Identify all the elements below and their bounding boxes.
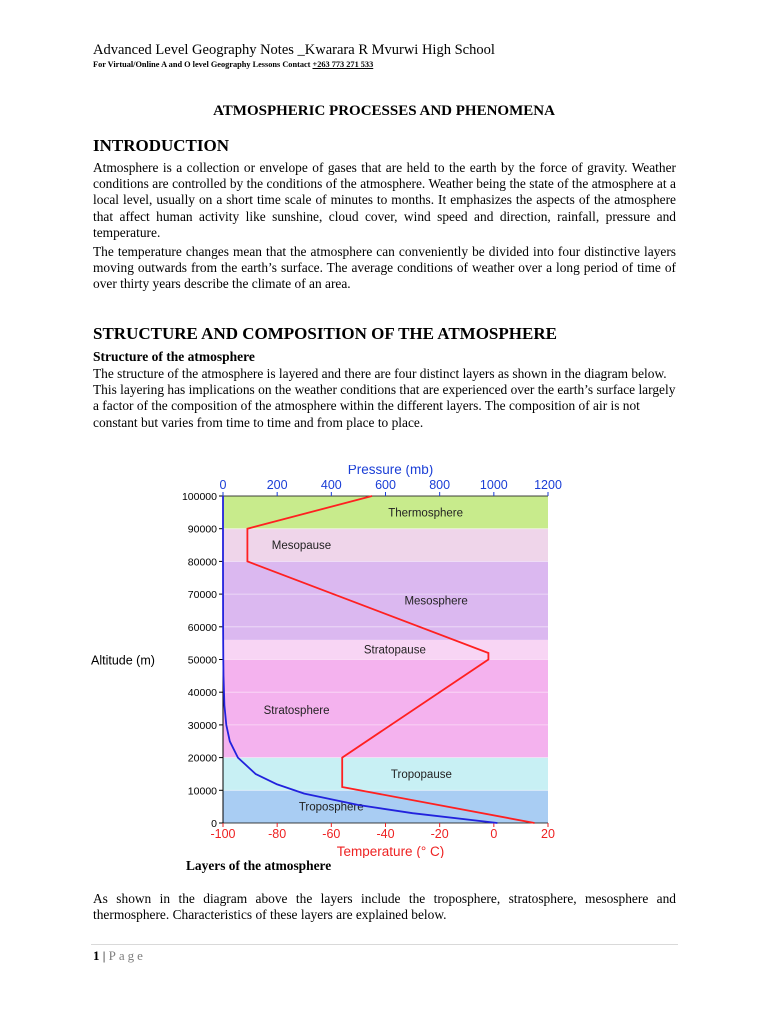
page-label: Page — [108, 948, 146, 963]
page-footer — [93, 948, 146, 964]
temperature-tick-label: -20 — [430, 827, 449, 841]
layer-label-troposphere: Troposphere — [298, 801, 364, 814]
introduction-paragraph-1: Atmosphere is a collection or envelope of gases that are held to the earth by the force of gravity. Weather conditions are controlled by the conditions of the atmosphere. Weather being the state of the atmosphere at a local level, usually on a short time scale of minutes to months. It emphasizes the aspects of the atmosphere that affect human activity like sunshine, cloud cover, wind speed and direction, rainfall, pressure and temperature. — [93, 160, 676, 240]
pressure-tick-label: 0 — [219, 478, 227, 492]
header-contact-phone[interactable]: +263 773 271 533 — [312, 60, 374, 69]
structure-paragraph: The structure of the atmosphere is layered and there are four distinct layers as shown in the diagram below. This layering has implications on the weather conditions that are experienced over the earth’s surface largely a factor of the composition of the atmosphere within the different layers. The composition of air is not constant but varies from time to time and from place to place. — [93, 366, 676, 430]
atmosphere-layers-chart — [91, 465, 577, 858]
footer-divider — [91, 944, 678, 945]
introduction-paragraph-2: The temperature changes mean that the atmosphere can conveniently be divided into four distinctive layers moving outwards from the earth’s surface. The average conditions of weather over a long period of time of over thirty years describe the climate of an area. — [93, 244, 676, 292]
y-tick-label: 50000 — [187, 654, 217, 667]
introduction-heading: INTRODUCTION — [93, 136, 230, 155]
layer-label-mesopause: Mesopause — [271, 540, 332, 553]
y-axis-label: Altitude (m) — [91, 653, 155, 668]
layer-label-thermosphere: Thermosphere — [388, 507, 464, 520]
pressure-tick-label: 400 — [320, 478, 342, 492]
structure-heading: STRUCTURE AND COMPOSITION OF THE ATMOSPHERE — [93, 324, 557, 343]
pressure-tick-label: 800 — [429, 478, 451, 492]
y-tick-label: 70000 — [187, 589, 217, 602]
y-tick-label: 60000 — [187, 621, 217, 634]
header-contact — [93, 60, 373, 69]
figure-caption: Layers of the atmosphere — [186, 858, 332, 873]
pressure-tick-label: 1000 — [479, 478, 508, 492]
y-tick-label: 100000 — [181, 491, 217, 503]
temperature-tick-label: -60 — [322, 827, 341, 841]
document-title: ATMOSPHERIC PROCESSES AND PHENOMENA — [213, 103, 555, 119]
header-contact-text: For Virtual/Online A and O level Geography Lessons Contact — [93, 60, 313, 69]
pressure-tick-label: 200 — [266, 478, 288, 492]
pressure-tick-label: 600 — [375, 478, 396, 492]
y-tick-label: 40000 — [187, 687, 217, 700]
layer-band-tropopause — [223, 758, 548, 791]
footer-separator: | — [99, 948, 109, 963]
temperature-tick-label: -80 — [268, 827, 287, 841]
layer-band-mesosphere — [223, 561, 548, 639]
pressure-axis-title: Pressure (mb) — [347, 465, 434, 477]
y-tick-label: 0 — [211, 818, 217, 830]
pressure-tick-label: 1200 — [534, 478, 562, 492]
page-number: 1 — [93, 948, 100, 963]
temperature-axis-title: Temperature (° C) — [336, 844, 445, 858]
layer-label-stratopause: Stratopause — [363, 644, 426, 657]
chart-svg — [91, 465, 577, 858]
temperature-tick-label: 0 — [490, 827, 498, 841]
y-tick-label: 30000 — [187, 719, 217, 732]
temperature-tick-label: 20 — [541, 827, 555, 841]
y-tick-label: 90000 — [187, 523, 217, 536]
y-tick-label: 20000 — [187, 752, 217, 765]
y-tick-label: 80000 — [187, 556, 217, 569]
temperature-tick-label: -40 — [376, 827, 395, 841]
layer-band-thermosphere — [223, 496, 548, 529]
header-title: Advanced Level Geography Notes _Kwarara R Mvurwi High School — [93, 42, 495, 58]
layer-label-stratosphere: Stratosphere — [263, 705, 330, 718]
y-tick-label: 10000 — [187, 785, 217, 798]
structure-subheading: Structure of the atmosphere — [93, 349, 255, 364]
closing-paragraph: As shown in the diagram above the layers include the troposphere, stratosphere, mesosphere and thermosphere. Characteristics of these layers are explained below. — [93, 891, 676, 923]
layer-label-tropopause: Tropopause — [390, 768, 452, 781]
temperature-tick-label: -100 — [210, 827, 236, 841]
layer-label-mesosphere: Mesosphere — [404, 595, 468, 608]
